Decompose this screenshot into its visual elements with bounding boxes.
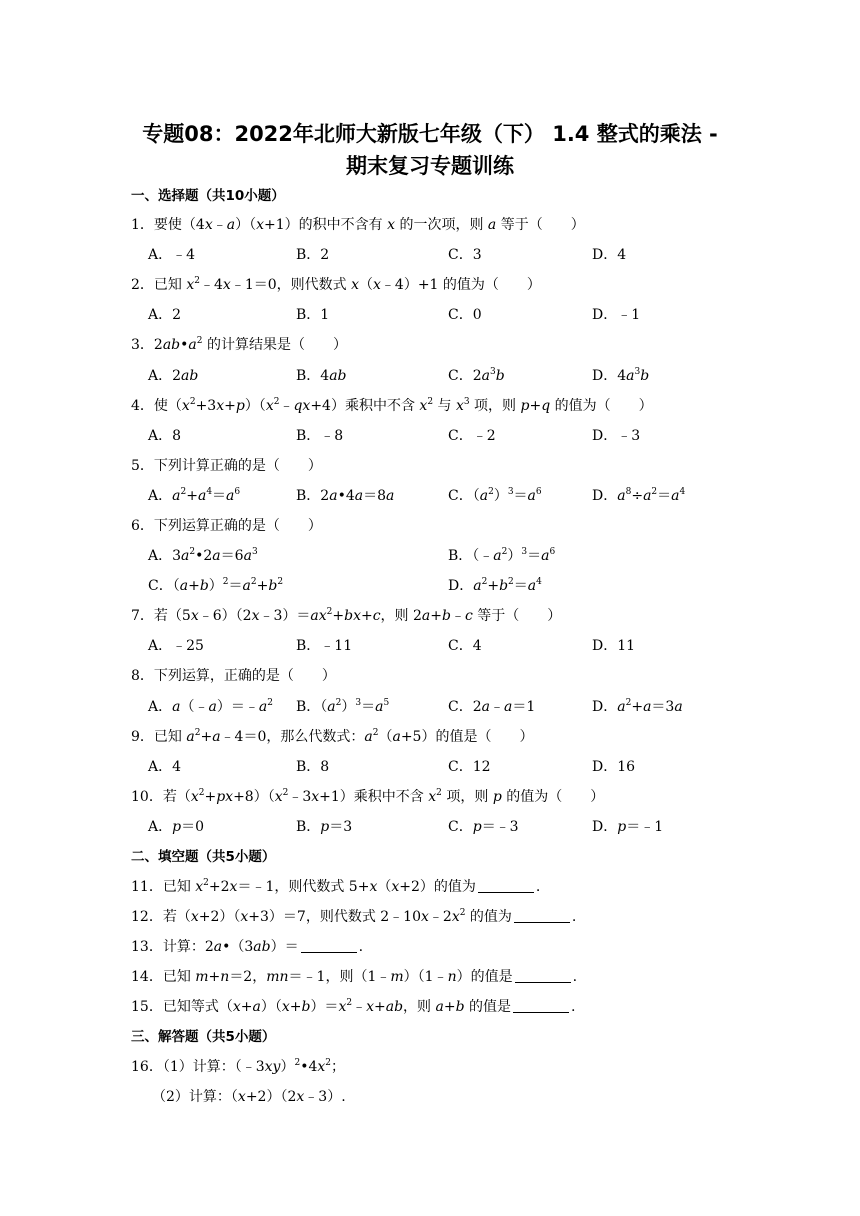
answer-blank[interactable] bbox=[514, 908, 570, 923]
answer-blank[interactable] bbox=[515, 968, 571, 983]
option-c: C．0 bbox=[448, 307, 482, 323]
question-5-options bbox=[148, 486, 748, 506]
option-a: A．$3a^2•2a=6a^3$ bbox=[148, 547, 258, 564]
option-c: C．2a﹣a＝1 bbox=[448, 699, 536, 715]
option-b: B．﹣11 bbox=[296, 638, 353, 654]
question-1-stem: 1．要使（4x﹣a）（x+1）的积中不含有 x 的一次项，则 a 等于（ ） bbox=[131, 217, 585, 233]
question-3-stem: 3．$2ab•a^2$ 的计算结果是（ ） bbox=[131, 336, 347, 353]
question-12-stem: 12．若（x+2）（x+3）＝7，则代数式 $2﹣10x﹣2x^2$ 的值为 . bbox=[131, 908, 577, 925]
document-title bbox=[110, 118, 750, 182]
question-14-stem: 14．已知 m+n＝2，mn＝﹣1，则（1﹣m）（1﹣n）的值是 . bbox=[131, 969, 578, 985]
option-a: A．2ab bbox=[148, 368, 199, 384]
question-13-stem: 13．计算：2a•（3ab）＝ . bbox=[131, 939, 364, 955]
answer-blank[interactable] bbox=[301, 938, 357, 953]
option-a: A．2 bbox=[148, 307, 182, 323]
option-b: B．8 bbox=[296, 759, 330, 775]
option-c: C．$(a+b)^2=a^2+b^2$ bbox=[148, 577, 284, 594]
option-c: C．4 bbox=[448, 638, 482, 654]
question-8-stem: 8．下列运算，正确的是（ ） bbox=[131, 668, 336, 684]
question-16-part-1: 16．（1）计算：$(﹣3xy)^2•4x^2$； bbox=[131, 1058, 345, 1075]
question-7-stem: 7．若$(5x﹣6)(2x﹣3)=ax^2+bx+c$，则 2a+b﹣c 等于（ ） bbox=[131, 607, 562, 624]
section-heading-solve: 三、解答题（共5小题） bbox=[131, 1029, 276, 1045]
option-d: D．$a^2+a=3a$ bbox=[592, 698, 683, 715]
option-d: D．4 bbox=[592, 247, 627, 263]
option-b: B．$(a^2)^3=a^5$ bbox=[296, 698, 390, 715]
option-d: D．16 bbox=[592, 759, 636, 775]
question-10-stem: 10．若$(x^2+px+8)(x^2﹣3x+1)$乘积中不含 $x^2$ 项，则 p 的值为（ ） bbox=[131, 788, 605, 805]
option-b: B．1 bbox=[296, 307, 330, 323]
option-b: B．﹣8 bbox=[296, 428, 344, 444]
question-4-options bbox=[148, 426, 748, 446]
option-b: B．$(﹣a^2)^3=a^6$ bbox=[448, 547, 556, 564]
answer-blank[interactable] bbox=[478, 878, 534, 893]
question-10-options bbox=[148, 817, 748, 837]
question-15-stem: 15．已知等式$(x+a)(x+b)=x^2﹣x+ab$，则 a+b 的值是 . bbox=[131, 998, 576, 1015]
question-9-options bbox=[148, 757, 748, 777]
option-d: D．﹣3 bbox=[592, 428, 641, 444]
section-heading-fill: 二、填空题（共5小题） bbox=[131, 849, 276, 865]
option-d: D．11 bbox=[592, 638, 636, 654]
option-a: A．$a^2+a^4=a^6$ bbox=[148, 487, 241, 504]
question-16-part-2: （2）计算：（x+2）（2x﹣3）. bbox=[152, 1089, 346, 1105]
question-7-options bbox=[148, 636, 748, 656]
option-d: D．$a^8\div a^2=a^4$ bbox=[592, 487, 686, 504]
option-a: A．﹣4 bbox=[148, 247, 196, 263]
question-11-stem: 11．已知 $x^2+2x=﹣1$，则代数式 5+x（x+2）的值为 . bbox=[131, 878, 541, 895]
option-a: A．8 bbox=[148, 428, 182, 444]
question-6-options-row-1 bbox=[148, 546, 748, 566]
question-8-options bbox=[148, 697, 748, 717]
option-d: D．$4a^3b$ bbox=[592, 367, 650, 384]
option-c: C．﹣2 bbox=[448, 428, 496, 444]
section-heading-choice: 一、选择题（共10小题） bbox=[131, 188, 285, 204]
question-3-options bbox=[148, 366, 748, 386]
option-c: C．3 bbox=[448, 247, 482, 263]
option-c: C．p＝﹣3 bbox=[448, 819, 519, 835]
answer-blank[interactable] bbox=[513, 998, 569, 1013]
option-b: B．2 bbox=[296, 247, 330, 263]
option-a: A．p＝0 bbox=[148, 819, 205, 835]
option-b: B．4ab bbox=[296, 368, 347, 384]
option-d: D．$a^2+b^2=a^4$ bbox=[448, 577, 542, 594]
option-c: C．12 bbox=[448, 759, 491, 775]
question-9-stem: 9．已知 $a^2+a﹣4=0$，那么代数式：$a^2(a+5)$的值是（ ） bbox=[131, 728, 534, 745]
question-2-options bbox=[148, 305, 748, 325]
option-b: B．2a•4a＝8a bbox=[296, 488, 395, 504]
option-a: A．﹣25 bbox=[148, 638, 204, 654]
option-d: D．p＝﹣1 bbox=[592, 819, 664, 835]
title-line-2: 期末复习专题训练 bbox=[346, 154, 514, 178]
title-line-1: 专题08：2022年北师大新版七年级（下） 1.4 整式的乘法 - bbox=[142, 122, 718, 146]
option-a: A．$a(﹣a)=﹣a^2$ bbox=[148, 698, 273, 715]
question-1-options bbox=[148, 245, 748, 265]
option-d: D．﹣1 bbox=[592, 307, 641, 323]
question-6-options-row-2 bbox=[148, 576, 748, 596]
option-c: C．$(a^2)^3=a^6$ bbox=[448, 487, 542, 504]
option-a: A．4 bbox=[148, 759, 182, 775]
option-c: C．$2a^3b$ bbox=[448, 367, 505, 384]
question-2-stem: 2．已知 $x^2﹣4x﹣1=0$，则代数式 x（x﹣4）+1 的值为（ ） bbox=[131, 276, 541, 293]
option-b: B．p＝3 bbox=[296, 819, 353, 835]
question-5-stem: 5．下列计算正确的是（ ） bbox=[131, 458, 322, 474]
question-6-stem: 6．下列运算正确的是（ ） bbox=[131, 518, 322, 534]
question-4-stem: 4．使$(x^2+3x+p)(x^2﹣qx+4)$乘积中不含 $x^2$ 与 $x^3$ 项，则 p+q 的值为（ ） bbox=[131, 397, 653, 414]
